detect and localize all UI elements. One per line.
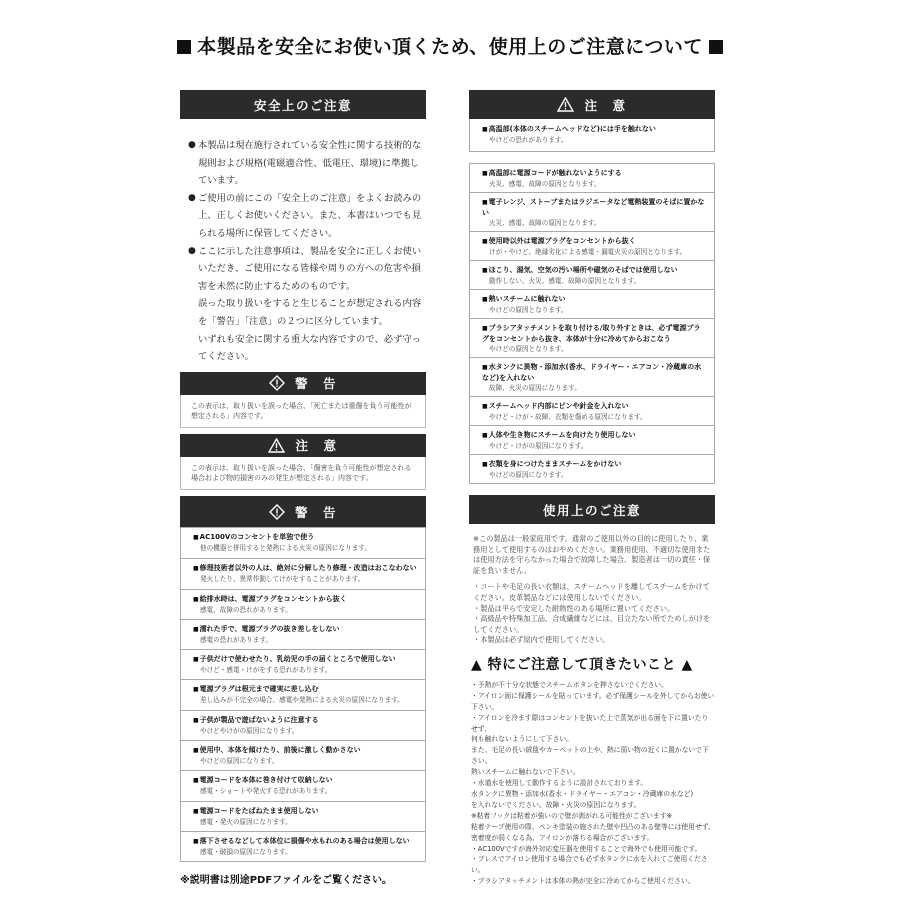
list-item <box>181 528 425 558</box>
list-item <box>470 357 714 396</box>
caution-list-header <box>469 90 715 119</box>
item-desc: 感電・発火の原因になります。 <box>200 817 292 826</box>
item-title: ■ AC100Vのコンセントを単独で使う <box>193 532 417 543</box>
special-notice-line: 熱いスチームに触れないで下さい。 <box>471 768 580 777</box>
special-notice-line: ・AC100Vですが海外対応変圧器を使用することで海外でも使用可能です。 <box>471 844 702 853</box>
list-item <box>181 619 425 649</box>
special-notice-line: ・プレスでアイロン使用する場合でも必ず水タンクに水を入れてご使用ください。 <box>471 855 708 875</box>
item-title: ■ 高温部に電源コードが触れないようにする <box>482 168 706 179</box>
item-desc: やけど・けが・故障、衣類を傷める原因になります。 <box>489 413 647 421</box>
item-desc: 故障、火災の原因になります。 <box>489 384 581 392</box>
item-title: ■ 給排水時は、電源プラグをコンセントから抜く <box>193 594 417 605</box>
warning-diamond-icon <box>269 375 285 391</box>
safety-header-label: 安全上のご注意 <box>253 97 352 113</box>
usage-header-label: 使用上のご注意 <box>542 502 641 518</box>
usage-text <box>469 524 715 646</box>
usage-para-3: ・製品は平らで安定した耐熱性のある場所に置いてください。 <box>473 603 675 613</box>
list-item <box>470 231 714 260</box>
special-notice-line: 粘着テープ使用の際、ペンキ塗装の施された壁や凹凸のある壁等には使用せず、 <box>471 822 715 831</box>
safety-intro <box>180 119 426 366</box>
warning-definition <box>180 372 426 428</box>
item-title: ■ 落下させるなどして本体位に損傷や水もれのある場合は使用しない <box>193 836 417 847</box>
safety-para-2: ご使用の前にこの「安全上のご注意」をよくお読みの上、正しくお使いください。また、本書はいつでも見られる場所に保管してください。 <box>198 192 422 239</box>
special-notice-line: ・予熱が不十分な状態でスチームボタンを押さないでください。 <box>471 680 668 689</box>
list-item <box>470 164 714 192</box>
usage-para-2: ・コートや毛足の長い衣類は、スチームヘッドを離してスチームをかけてください。皮革製品などには使用しないでください。 <box>473 582 710 602</box>
special-notice-line: ・水道水を使用して動作するように設計されております。 <box>471 779 648 788</box>
list-item <box>181 831 425 861</box>
item-desc: 他の機器と併用すると発熱による火災の原因になります。 <box>200 544 371 552</box>
item-title: ■ ほこり、湯気、空気の汚い場所や磁気のそばでは使用しない <box>482 265 706 276</box>
page-title-text: 本製品を安全にお使い頂くため、使用上のご注意について <box>197 36 703 58</box>
item-desc: やけど・けがの原因になります。 <box>489 442 588 450</box>
special-notice-line: ・ブラシアタッチメントは本体の熱が完全に冷めてからご使用ください。 <box>471 877 695 886</box>
warning-items <box>180 527 426 862</box>
item-title: ■ 電源プラグは根元まで確実に差し込む <box>193 684 417 695</box>
item-title: ■ 電子レンジ、ストーブまたはラジエータなど電熱装置のそばに置かない <box>482 197 706 218</box>
list-item <box>181 679 425 709</box>
special-notice-label: 特にご注意して頂きたいこと <box>487 656 677 673</box>
list-item <box>181 589 425 619</box>
usage-header <box>469 495 715 524</box>
item-desc: 感電・ショートや発火する恐れがあります。 <box>200 787 332 796</box>
list-item <box>470 289 714 318</box>
special-notice-line: 水タンクに異物・添加水(香水・ドライヤー・エアコン・冷蔵庫の水など) <box>471 790 694 798</box>
safety-para-4: 誤った取り扱いをすると生じることが想定される内容を「警告」「注意」の２つに区分しています。 <box>198 298 422 327</box>
page-title <box>0 32 900 59</box>
usage-para-1: ※この製品は一般家庭用です。通常のご使用以外の目的に使用したり、業務用として使用するのはおやめください。業務用使用、不適切な使用または使用方法を守らなかった場合で故障した場合、製造者は一切の責任・保証を負いません。 <box>473 534 711 575</box>
item-title: ■ スチームヘッド内部にピンや針金を入れない <box>482 401 706 412</box>
caution-list-label: 注 意 <box>584 97 627 113</box>
list-item <box>181 558 425 588</box>
safety-header <box>180 90 426 119</box>
list-item <box>470 425 714 454</box>
item-title: ■ 使用中、本体を傾けたり、前後に激しく動かさない <box>193 745 417 756</box>
item-desc: 発火したり、異常作動してけがをすることがあります。 <box>200 575 365 584</box>
bullet-dot-icon: ● <box>188 245 196 256</box>
triangle-up-icon: ▲ <box>471 656 483 673</box>
item-desc: やけどの原因となります。 <box>489 345 568 353</box>
special-notice-list <box>469 680 715 887</box>
item-desc: 火災、感電、故障の原因となります。 <box>489 219 601 227</box>
list-item <box>470 396 714 425</box>
caution-list-section <box>469 90 715 484</box>
caution-items <box>469 163 715 484</box>
warning-def-label: 警 告 <box>294 376 337 392</box>
safety-para-3: ここに示した注意事項は、製品を安全に正しくお使いいただき、ご使用になる皆様や周りの方への危害や損害を未然に防止するためのものです。 <box>198 245 422 292</box>
warning-diamond-icon <box>269 504 285 520</box>
list-item <box>181 649 425 679</box>
footer-note: ※説明書は別途PDFファイルをご覧ください。 <box>180 875 392 886</box>
list-item <box>181 801 425 831</box>
caution-definition <box>180 434 426 490</box>
special-notice-line: ※粘着フックは粘着が強いので壁が剥がれる可能性がございます※ <box>471 811 673 820</box>
item-desc: やけど・感電・けがをする恐れがあります。 <box>200 666 332 675</box>
usage-para-4: ・高級品や特殊加工品、合成繊維などには、目立たない所でためしがけをしてください。 <box>473 614 711 634</box>
item-title: ■ 使用時以外は電源プラグをコンセントから抜く <box>482 236 706 247</box>
list-item <box>181 770 425 800</box>
item-desc: やけどの原因になります。 <box>200 757 279 766</box>
item-title: ■ 熱いスチームに触れない <box>482 294 706 305</box>
list-item <box>470 454 714 483</box>
item-title: ■ 人体や生き物にスチームを向けたり使用しない <box>482 430 706 441</box>
item-desc: けが・やけど、絶縁劣化による感電・漏電火災の原因となります。 <box>489 248 687 256</box>
item-desc: 差し込みが不完全の場合、感電や発熱による火災の原因になります。 <box>200 696 404 705</box>
warning-def-desc: この表示は、取り扱いを誤った場合、「死亡または重傷を負う可能性が想定される」内容です。 <box>180 395 426 428</box>
bullet-dot-icon: ● <box>188 192 196 203</box>
caution-def-header <box>180 434 426 457</box>
bullet-dot-icon: ● <box>188 140 196 150</box>
left-column <box>180 90 426 490</box>
list-item <box>470 119 714 151</box>
caution-triangle-icon <box>268 438 285 453</box>
warning-list-section <box>180 496 426 862</box>
item-desc: やけどの原因になります。 <box>489 471 568 479</box>
warning-def-header <box>180 372 426 395</box>
item-desc: やけどやけがの原因になります。 <box>200 726 299 735</box>
item-desc: 火災、感電、故障の原因となります。 <box>489 180 601 188</box>
item-title: ■ 高温部(本体のスチームヘッドなど)には手を触れない <box>482 124 706 135</box>
warning-list-label: 警 告 <box>294 504 337 520</box>
special-notice-title <box>469 646 715 680</box>
warning-list-header <box>180 496 426 527</box>
caution-first-box <box>469 119 715 152</box>
item-title: ■ 子供が製品で遊ばないように注意する <box>193 715 417 726</box>
item-desc: 感電・破損の原因になります。 <box>200 847 292 856</box>
list-item <box>470 192 714 231</box>
list-item <box>181 710 425 740</box>
list-item <box>181 740 425 770</box>
item-title: ■ 衣類を身につけたままスチームをかけない <box>482 459 706 470</box>
usage-para-5: ・本製品は必ず屋内で使用してください。 <box>473 635 610 645</box>
special-notice-line: また、毛足の長い絨毯やカーペットの上や、熱に弱い物の近くに置かないで下さい。 <box>471 746 709 766</box>
caution-def-label: 注 意 <box>295 438 338 454</box>
square-bullet-icon <box>177 40 191 54</box>
item-desc: 動作しない、火災、感電、故障の原因となります。 <box>489 277 641 285</box>
right-column <box>469 90 715 887</box>
item-desc: やけどの恐れがあります。 <box>489 136 568 144</box>
triangle-up-icon: ▲ <box>681 656 693 673</box>
special-notice-line: ・アイロンを冷ます際はコンセントを抜いた上で蒸気が出る面を下に置いたりせず、 <box>471 713 709 733</box>
safety-para-5: いずれも安全に関する重大な内容ですので、必ず守ってください。 <box>198 333 421 363</box>
caution-def-desc: この表示は、取り扱いを誤った場合、「傷害を負う可能性が想定される場合および物的損害のみの発生が想定される」内容です。 <box>180 457 426 490</box>
usage-section <box>469 495 715 887</box>
item-title: ■ 電源コードを本体に巻き付けて収納しない <box>193 775 417 786</box>
special-notice-line: 何も触れないようにして下さい。 <box>471 735 573 744</box>
item-desc: 感電の恐れがあります。 <box>200 635 273 644</box>
item-title: ■ ブラシアタッチメントを取り付ける/取り外すときは、必ず電源プラグをコンセントから抜き、本体が十分に冷めてからおこなう <box>482 323 706 344</box>
item-desc: 感電、故障の恐れがあります。 <box>200 605 292 614</box>
item-title: ■ 修理技術者以外の人は、絶対に分解したり修理・改造はおこなわない <box>193 563 417 574</box>
item-title: ■ 濡れた手で、電源プラグの抜き差しをしない <box>193 624 417 635</box>
caution-triangle-icon <box>557 97 574 112</box>
safety-para-1: 本製品は現在施行されている安全性に関する技術的な規則および規格(電磁適合性、低電圧、環境)に準拠しています。 <box>198 140 422 187</box>
list-item <box>470 260 714 289</box>
item-title: ■ 水タンクに異物・添加水(香水、ドライヤー・エアコン・冷蔵庫の水など)を入れない <box>482 362 706 383</box>
square-bullet-icon <box>709 40 723 54</box>
special-notice-line: 密着度が弱くなる為、アイロンが落ちる場合がございます。 <box>471 833 654 842</box>
item-desc: やけどの原因となります。 <box>489 306 568 314</box>
special-notice-line: ・アイロン面に保護シールを貼っています。必ず保護シールを外してからお使い下さい。 <box>471 691 715 711</box>
list-item <box>470 318 714 357</box>
special-notice-line: を入れないでください。故障・火災の原因になります。 <box>471 800 641 809</box>
item-title: ■ 子供だけで使わせたり、乳幼児の手の届くところで使用しない <box>193 654 417 665</box>
item-title: ■ 電源コードをたばねたまま使用しない <box>193 806 417 817</box>
